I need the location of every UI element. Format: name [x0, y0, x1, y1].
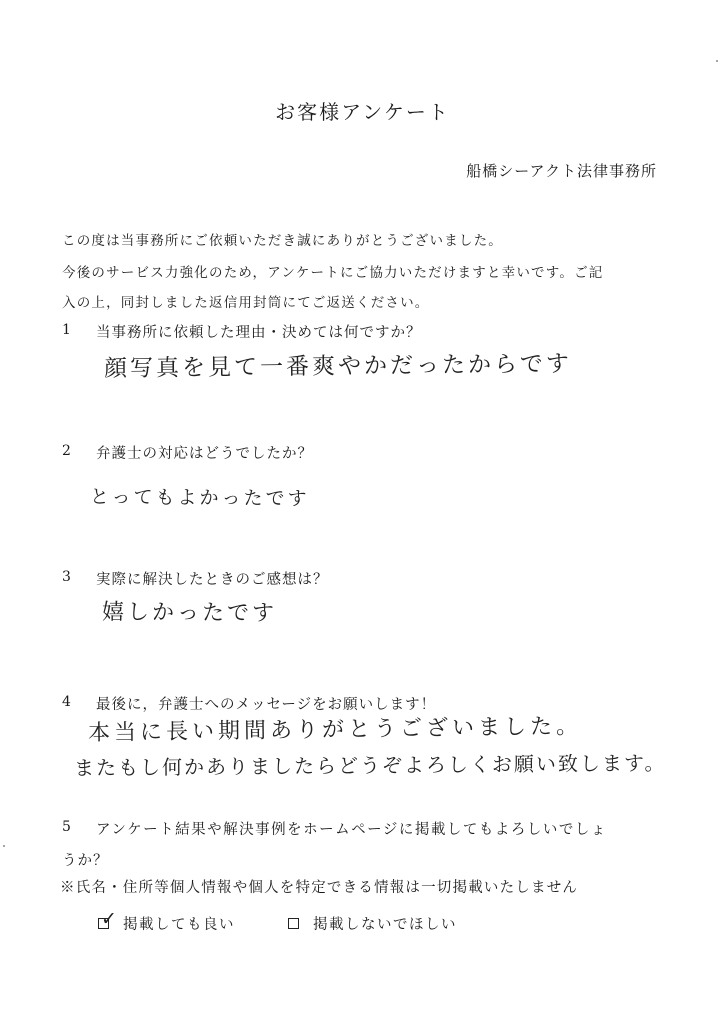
checkbox[interactable] [288, 918, 299, 929]
question-5-text-line-2: うか？ [62, 853, 109, 869]
option-publish-ok[interactable] [98, 908, 235, 934]
intro-line-2: 今後のサービス力強化のため，アンケートにご協力いただけますと幸いです。ご記 [62, 265, 604, 281]
question-2-text: 弁護士の対応はどうでしたか？ [96, 446, 313, 462]
survey-title: お客様アンケート [275, 100, 450, 124]
question-1-answer: 顔写真を見て一番爽やかだったからです [103, 351, 572, 382]
option-label: 掲載しないでほしい [313, 917, 457, 933]
question-1-text: 当事務所に依頼した理由・決めては何ですか？ [96, 325, 422, 341]
option-label: 掲載しても良い [123, 917, 235, 933]
privacy-note: ※氏名・住所等個人情報や個人を特定できる情報は一切掲載いたしません [60, 880, 579, 896]
question-4-number: 4 [62, 694, 71, 710]
checkmark-icon: ✓ [101, 908, 119, 930]
question-5-number: 5 [62, 819, 71, 835]
option-publish-no[interactable] [288, 913, 457, 934]
question-4-answer-line-1: 本当に長い期間ありがとうございました。 [87, 714, 583, 746]
question-1-number: 1 [62, 322, 71, 338]
question-3-number: 3 [62, 569, 71, 585]
intro-line-1: この度は当事務所にご依頼いただき誠にありがとうございました。 [62, 233, 503, 249]
scan-mark [716, 60, 718, 62]
question-2-number: 2 [62, 443, 71, 459]
scan-mark [3, 845, 5, 847]
question-2-answer: とってもよかったです [89, 486, 310, 510]
checkbox[interactable] [98, 908, 119, 930]
question-4-answer-line-2: またもし何かありましたらどうぞよろしくお願い致します。 [73, 750, 667, 780]
question-3-answer: 嬉しかったです [101, 600, 278, 627]
question-4-text: 最後に，弁護士へのメッセージをお願いします！ [96, 697, 437, 713]
intro-line-3: 入の上，同封しました返信用封筒にてご返送ください。 [62, 295, 430, 311]
law-firm-name: 船橋シーアクト法律事務所 [466, 162, 657, 180]
question-3-text: 実際に解決したときのご感想は？ [96, 572, 329, 588]
question-5-text-line-1: アンケート結果や解決事例をホームページに掲載してもよろしいでしょ [96, 822, 607, 838]
